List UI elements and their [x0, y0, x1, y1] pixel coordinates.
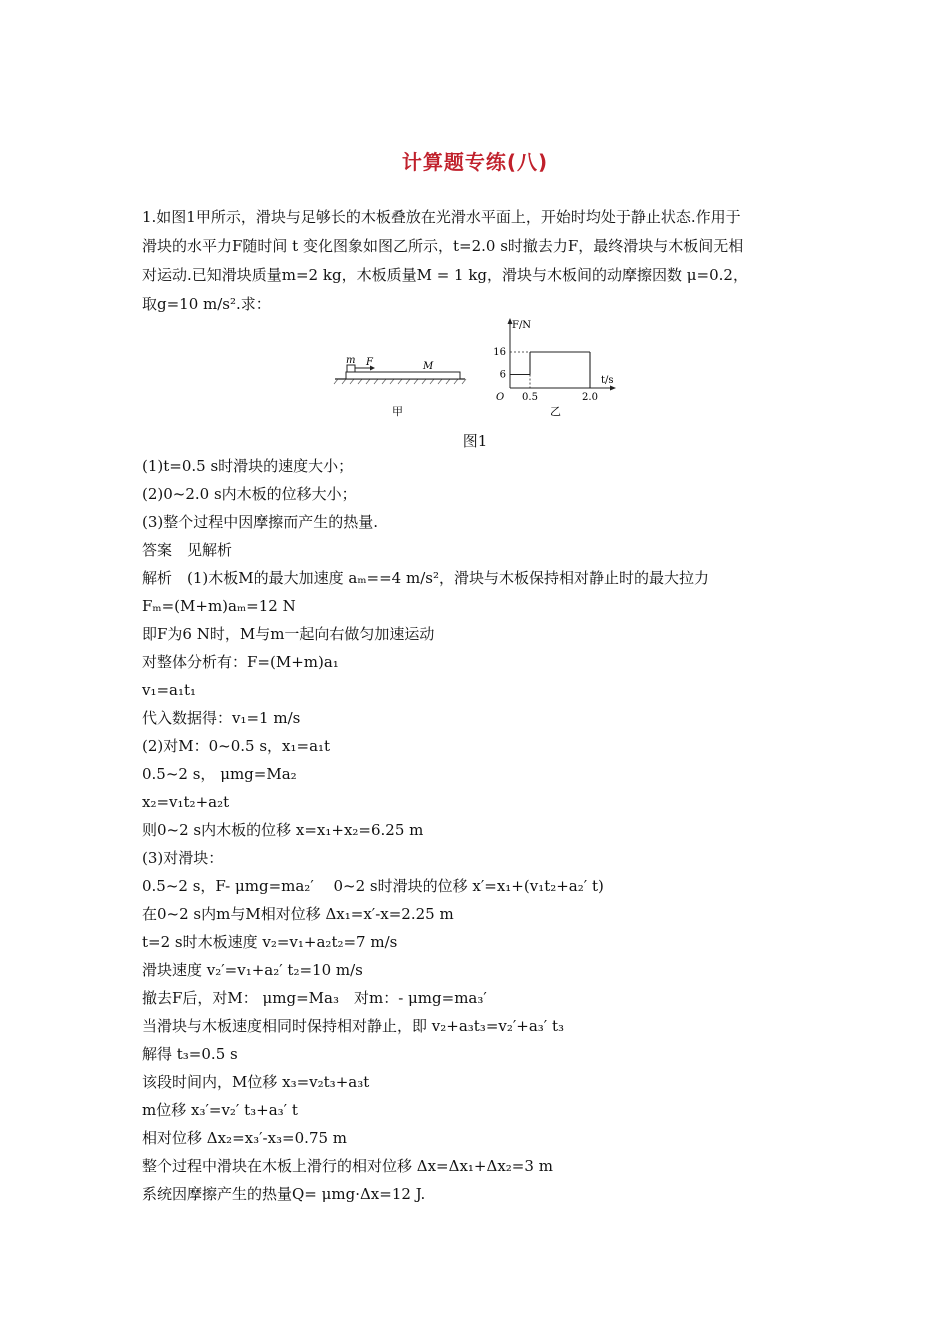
ground-hatch — [334, 379, 466, 384]
text-line: 在0~2 s内m与M相对位移 Δx₁=x′-x=2.25 m — [142, 905, 454, 923]
text-line: m位移 x₃′=v₂′ t₃+a₃′ t — [142, 1101, 298, 1119]
text-line: (2)0~2.0 s内木板的位移大小； — [142, 485, 357, 503]
figure-caption: 图1 — [462, 432, 488, 450]
text-line: Fₘ=(M+m)aₘ=12 N — [142, 597, 296, 615]
x-axis-label: t/s — [601, 375, 614, 386]
diagram-jia — [334, 355, 466, 418]
text-line: x₂=v₁t₂+a₂t — [142, 793, 230, 811]
text-line: 0.5~2 s， μmg=Ma₂ — [142, 765, 297, 783]
text-line: v₁=a₁t₁ — [142, 681, 197, 699]
text-line: 0.5~2 s，F- μmg=ma₂′ 0~2 s时滑块的位移 x′=x₁+(v₁t₂+a₂′ t) — [142, 877, 604, 895]
text-line: 对整体分析有：F=(M+m)a₁ — [142, 653, 339, 671]
text-line: 则0~2 s内木板的位移 x=x₁+x₂=6.25 m — [142, 821, 424, 839]
caption-yi: 乙 — [550, 405, 561, 418]
text-line: 代入数据得：v₁=1 m/s — [142, 709, 301, 727]
text-line: 滑块速度 v₂′=v₁+a₂′ t₂=10 m/s — [142, 961, 363, 979]
problem-line: 1.如图1甲所示，滑块与足够长的木板叠放在光滑水平面上，开始时均处于静止状态.作用于 — [142, 208, 741, 226]
text-line: 解析 (1)木板M的最大加速度 aₘ==4 m/s²，滑块与木板保持相对静止时的最大拉力 — [142, 569, 709, 587]
text-line: 该段时间内，M位移 x₃=v₂t₃+a₃t — [142, 1073, 370, 1091]
label-M: M — [423, 361, 434, 372]
text-line: 相对位移 Δx₂=x₃′-x₃=0.75 m — [142, 1129, 348, 1147]
text-line: 撤去F后，对M： μmg=Ma₃ 对m：- μmg=ma₃′ — [142, 989, 487, 1007]
problem-statement — [142, 203, 822, 319]
block-m — [347, 365, 355, 372]
text-line: 即F为6 N时，M与m一起向右做匀加速运动 — [142, 625, 435, 643]
text-line: (3)整个过程中因摩擦而产生的热量. — [142, 513, 379, 531]
problem-line: 对运动.已知滑块质量m=2 kg，木板质量M = 1 kg，滑块与木板间的动摩擦因数 μ=0.2， — [142, 266, 748, 284]
problem-line: 取g=10 m/s².求： — [142, 295, 271, 313]
text-line: 系统因摩擦产生的热量Q= μmg·Δx=12 J. — [142, 1185, 426, 1203]
y-tick-label: 16 — [493, 347, 506, 358]
text-line: (1)t=0.5 s时滑块的速度大小； — [142, 457, 354, 475]
text-line: 整个过程中滑块在木板上滑行的相对位移 Δx=Δx₁+Δx₂=3 m — [142, 1157, 553, 1175]
text-line: t=2 s时木板速度 v₂=v₁+a₂t₂=7 m/s — [142, 933, 398, 951]
text-line: (2)对M：0~0.5 s，x₁=a₁t — [142, 737, 331, 755]
label-F: F — [366, 357, 373, 368]
y-axis-label: F/N — [512, 320, 532, 331]
text-line: 解得 t₃=0.5 s — [142, 1045, 238, 1063]
x-tick-label: 0.5 — [522, 392, 538, 403]
label-m: m — [346, 355, 356, 366]
y-tick-label: 6 — [499, 369, 506, 381]
problem-line: 滑块的水平力F随时间 t 变化图象如图乙所示，t=2.0 s时撤去力F，最终滑块与木板间无相 — [142, 237, 744, 255]
page-title: 计算题专练(八) — [401, 150, 549, 174]
graph-yi — [493, 318, 616, 418]
origin-label: O — [496, 392, 505, 403]
x-axis-arrow — [610, 386, 616, 391]
caption-jia: 甲 — [392, 405, 403, 418]
x-tick-label: 2.0 — [582, 392, 598, 403]
solution-body — [142, 452, 842, 1208]
text-line: (3)对滑块： — [142, 849, 224, 867]
text-line: 当滑块与木板速度相同时保持相对静止，即 v₂+a₃t₃=v₂′+a₃′ t₃ — [142, 1017, 565, 1035]
text-line: 答案 见解析 — [142, 541, 233, 559]
board-M — [346, 372, 460, 379]
